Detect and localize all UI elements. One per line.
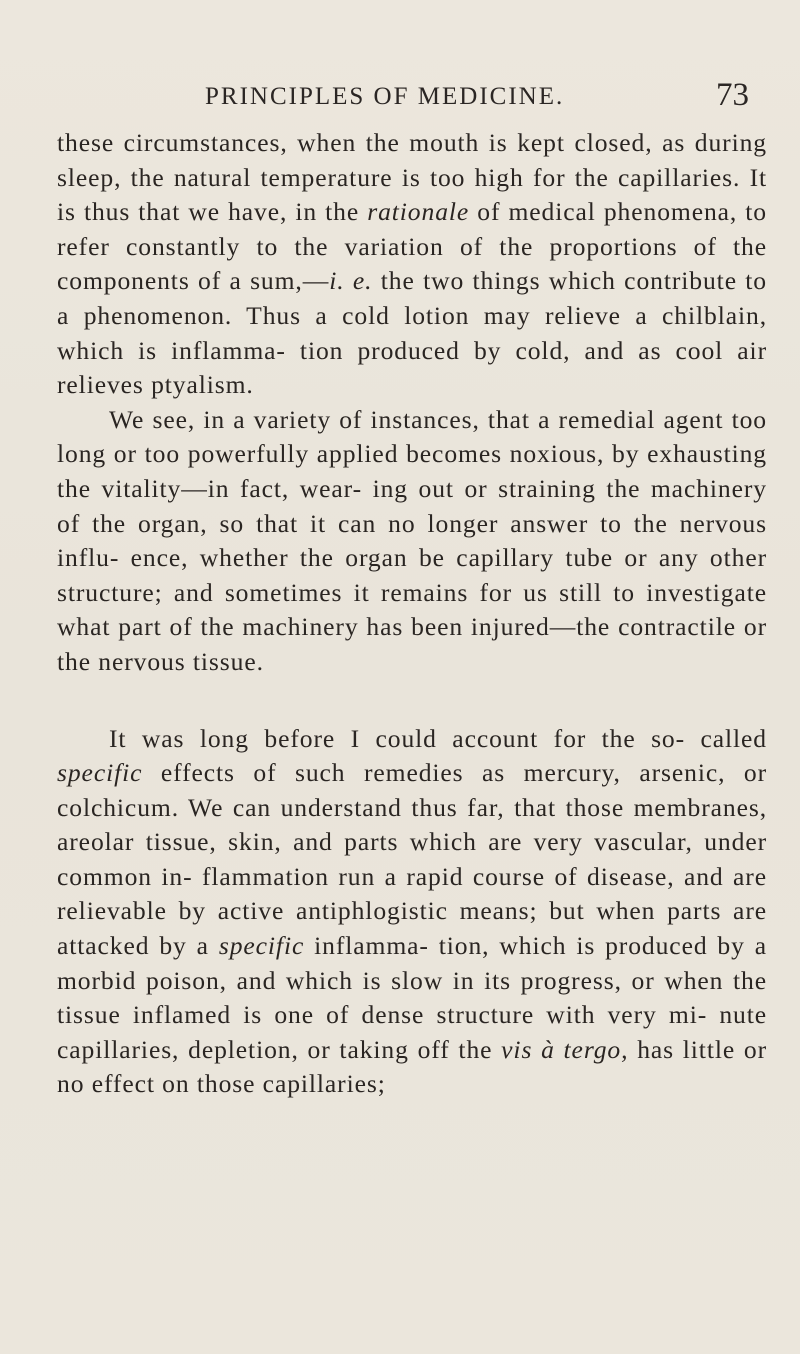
paragraph-2 xyxy=(57,403,767,680)
italic-text: specific xyxy=(57,758,143,788)
running-title: PRINCIPLES OF MEDICINE. xyxy=(205,83,565,110)
text-run: We see, in a variety of instances, that a remedial agent too long or too powerfully applied becomes noxious, by exhausting the vitality—in fact, wear- ing out or straining the machinery of the organ, so that it can no longer answer to the nervous influ- ence, whether the organ be capillary tube or any other structure; and sometimes it remains for us still to investigate what part of the machinery has been injured—the contractile or the nervous tissue. xyxy=(57,404,767,676)
text-run: has little or no effect on those capillaries; xyxy=(57,1034,767,1099)
italic-text: vis à tergo, xyxy=(501,1034,629,1064)
page-header xyxy=(0,77,800,123)
text-run: of medical phenomena, to refer constantly to the variation of the proportions of the components of a sum,— xyxy=(57,197,767,296)
italic-text: specific xyxy=(218,931,305,961)
text-run: these circumstances, when the mouth is kept closed, as during sleep, the natural temperature is too high for the capillaries. It is thus that we have, in the xyxy=(57,128,767,227)
italic-text: i. e. xyxy=(329,266,373,296)
text-run: inflamma- tion, which is produced by a morbid poison, and which is slow in its progress, or when the tissue inflamed is one of dense structure with very mi- nute capillaries, depletion, or taking off the xyxy=(57,931,767,1064)
text-run: It was long before I could account for the so- called xyxy=(109,723,767,753)
paragraph-3 xyxy=(57,722,767,1103)
text-run: the two things which contribute to a phenomenon. Thus a cold lotion may relieve a chilblain, which is inflamma- tion produced by cold, and as cool air relieves ptyalism. xyxy=(57,266,767,400)
body-text xyxy=(57,126,767,1102)
paragraph-1 xyxy=(57,126,767,403)
page-number: 73 xyxy=(716,77,749,113)
italic-text: rationale xyxy=(367,197,470,227)
text-run: effects of such remedies as mercury, arsenic, or colchicum. We can understand thus far, that those membranes, areolar tissue, skin, and parts which are very vascular, under common in- flammation run a rapid course of disease, and are relievable by active antiphlogistic means; but when parts are attacked by a xyxy=(57,758,767,961)
